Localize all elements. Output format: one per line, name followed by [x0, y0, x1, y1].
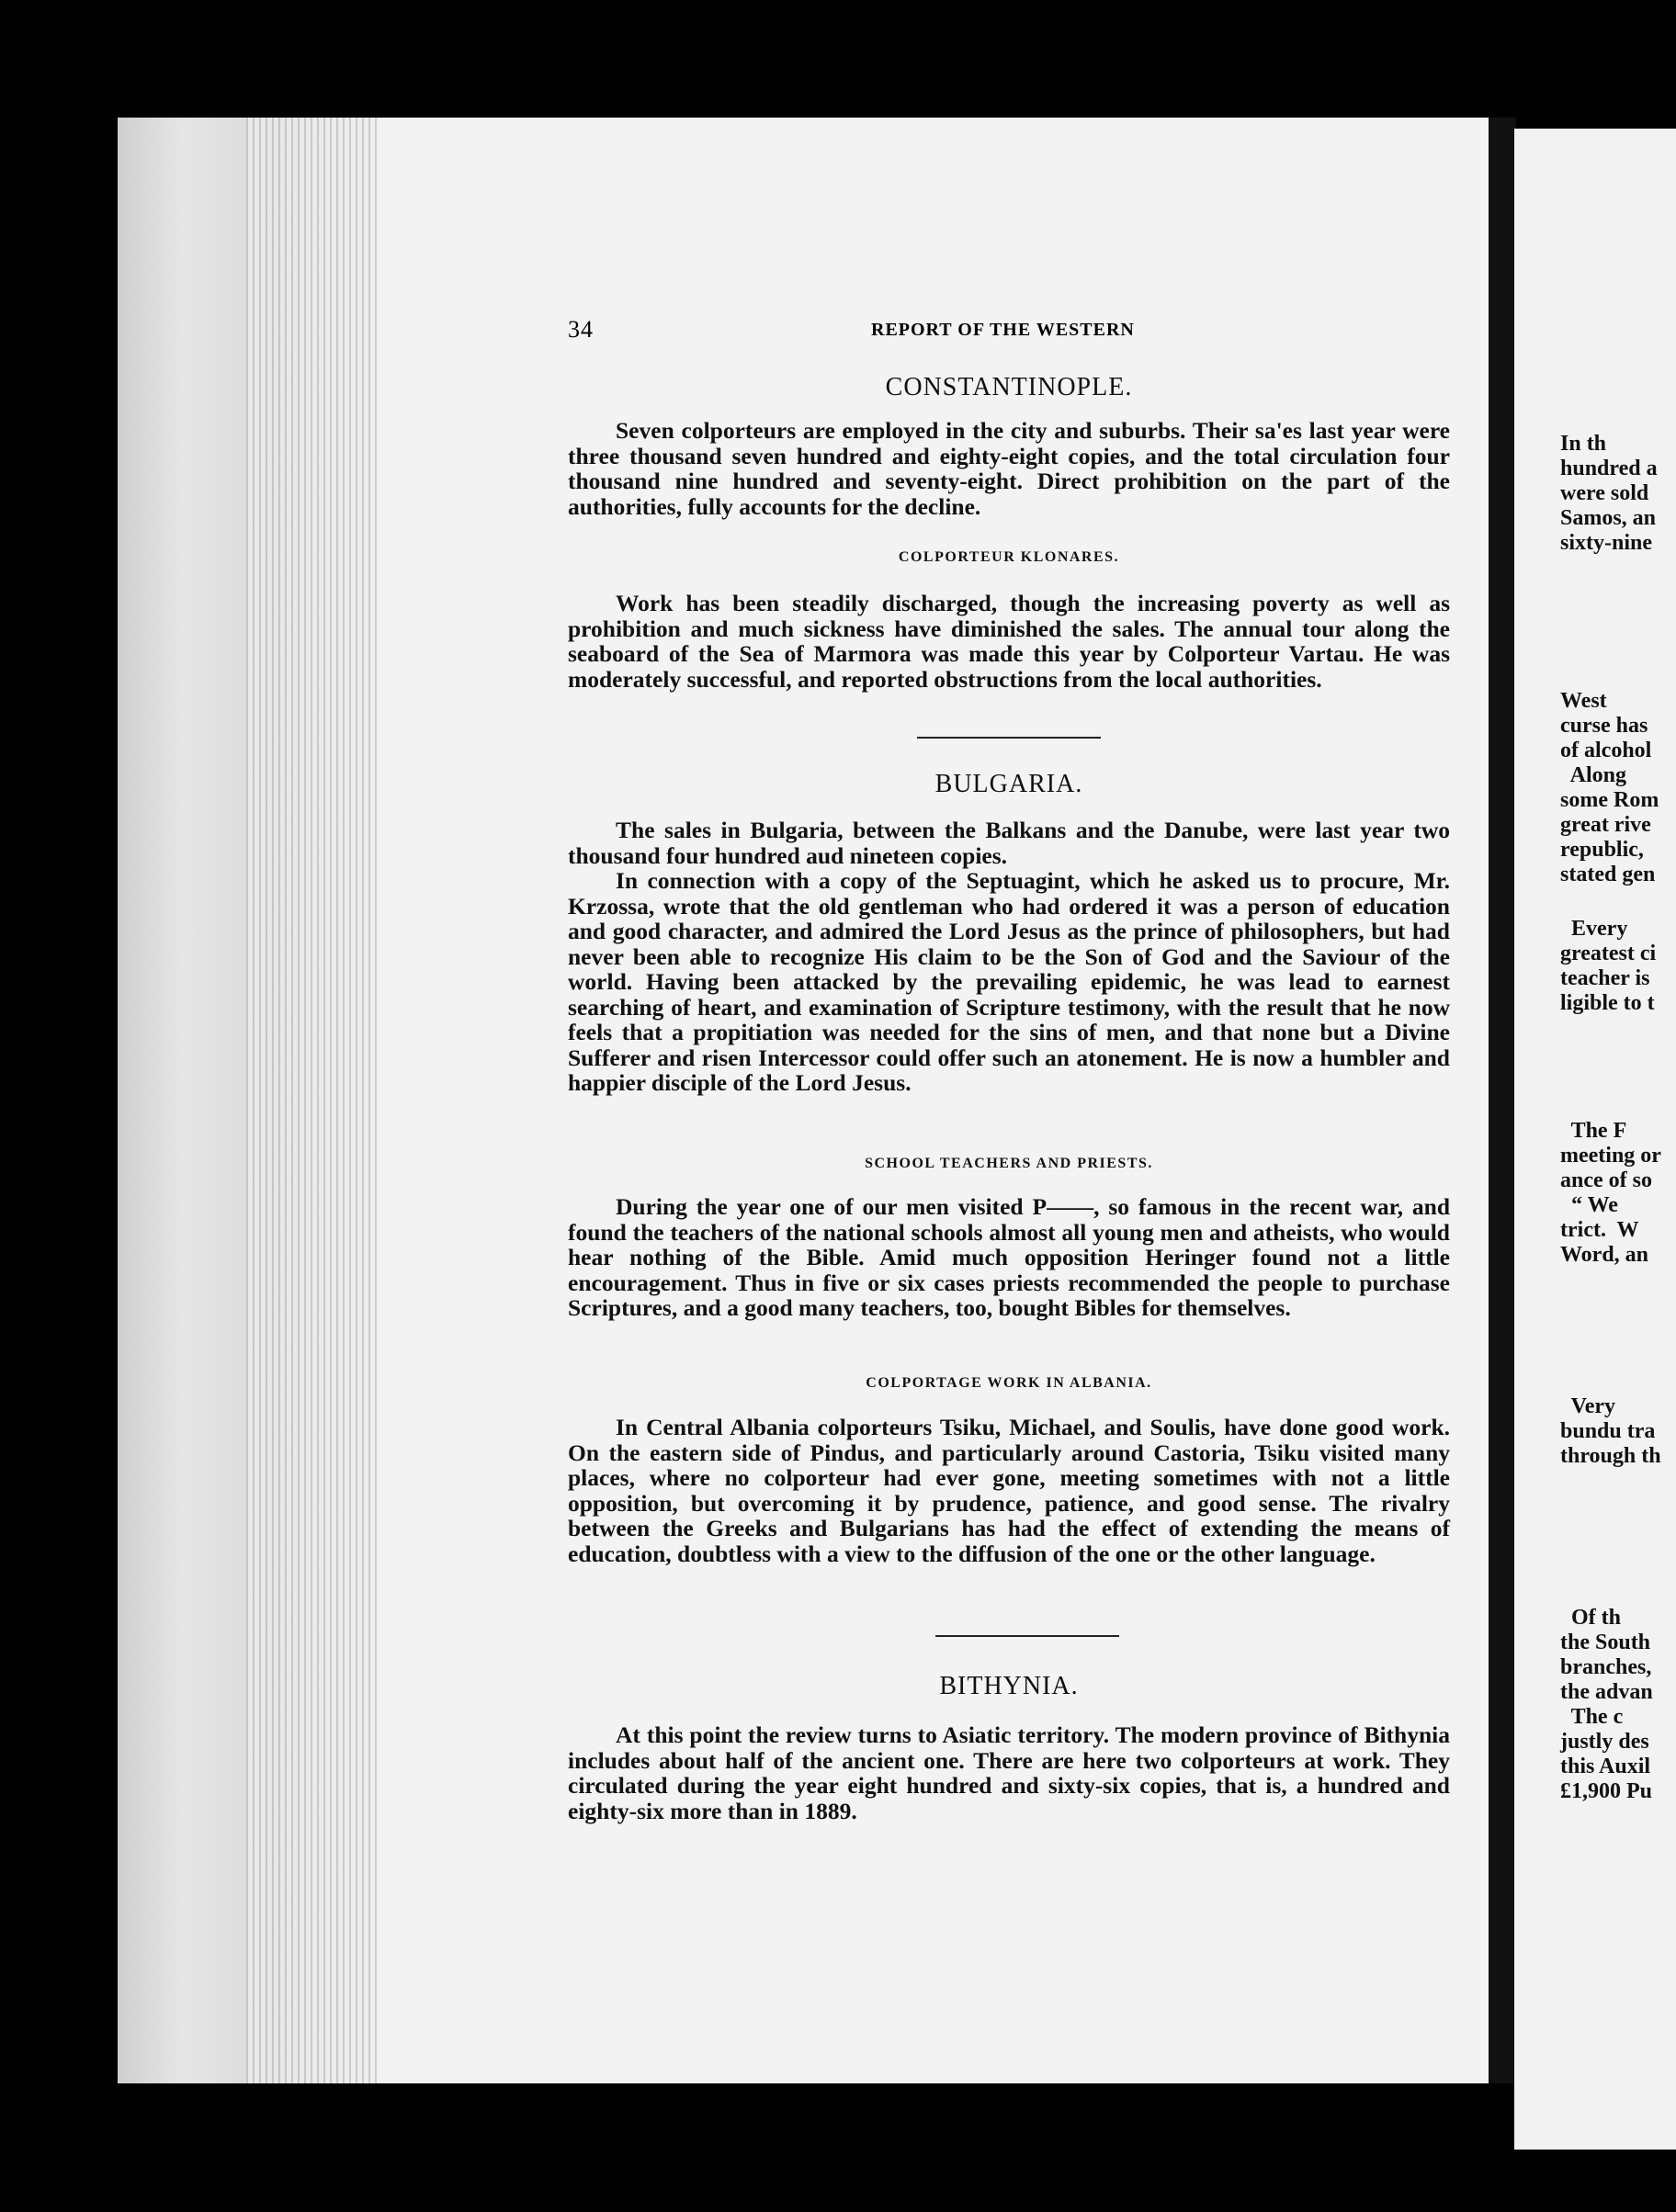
page-edge-lines — [246, 118, 384, 2083]
facing-page-fragment — [1514, 129, 1676, 2150]
paragraph: Seven colporteurs are employed in the city and suburbs. Their sa'es last year were three thousand seven hundred and eighty-eight copies, and the total circulation four thousand nine hundred and seventy-eight. Direct prohibition on the part of the authorities, fully accounts for the decline. — [568, 417, 1450, 520]
section-title-bithynia: BITHYNIA. — [939, 1672, 1079, 1700]
page-number: 34 — [568, 316, 594, 343]
paragraph: During the year one of our men visited P——, so famous in the recent war, and found the teachers of the national schools almost all young men and atheists, who would hear nothing of the Bible. Amid much opposition Heringer found not a little encouragement. Thus in five or six cases priests recommended the people to purchase Scriptures, and a good many teachers, too, bought Bibles for themselves. — [568, 1193, 1450, 1321]
page-stack-edges — [118, 118, 384, 2083]
fragment-6: Of th the South branches, the advan The c justly des this Auxil £1,900 Pu — [1560, 1606, 1653, 1803]
section-divider — [917, 737, 1101, 739]
fragment-5: Very bundu tra through th — [1560, 1394, 1661, 1468]
fragment-4: The F meeting or ance of so “ We trict. W Word, an — [1560, 1119, 1661, 1267]
paragraph: In Central Albania colporteurs Tsiku, Michael, and Soulis, have done good work. On the eastern side of Pindus, and particularly around Castoria, Tsiku visited many places, where no colporteur had ever gone, meeting sometimes with not a little opposition, but overcoming it by prudence, patience, and good sense. The rivalry between the Greeks and Bulgarians has had the effect of extending the means of education, doubtless with a view to the diffusion of the one or the other language. — [568, 1414, 1450, 1567]
section-divider — [935, 1635, 1119, 1637]
fragment-2: West curse has of alcohol Along some Rom great rive republic, stated gen — [1560, 689, 1659, 886]
section-title-bulgaria: BULGARIA. — [934, 770, 1083, 798]
section-title-constantinople: CONSTANTINOPLE. — [885, 373, 1133, 401]
page-gutter — [1489, 118, 1516, 2083]
running-title: REPORT OF THE WESTERN — [871, 320, 1135, 340]
subheading-albania: COLPORTAGE WORK IN ALBANIA. — [866, 1375, 1152, 1391]
fragment-1: In th hundred a were sold Samos, an sixty-nine — [1560, 432, 1658, 555]
paragraph: At this point the review turns to Asiatic territory. The modern province of Bithynia includes about half of the ancient one. There are here two colporteurs at work. They circulated during the year eight hundred and sixty-six copies, that is, a hundred and eighty-six more than in 1889. — [568, 1721, 1450, 1824]
paragraph: Work has been steadily discharged, though the increasing poverty as well as prohibition and much sickness have diminished the sales. The annual tour along the seaboard of the Sea of Marmora was made this year by Colporteur Vartau. He was moderately successful, and reported obstructions from the local authorities. — [568, 590, 1450, 693]
paragraph: In connection with a copy of the Septuagint, which he asked us to procure, Mr. Krzossa, wrote that the old gentleman who had ordered it was a person of education and good character, and admired the Lord Jesus as the prince of philosophers, but had never been able to recognize His claim to be the Son of God and the Saviour of the world. Having been attacked by the prevailing epidemic, he was lead to earnest searching of heart, and examination of Scripture testimony, with the result that he now feels that a propitiation was needed for the sins of men, and that none but a Divine Sufferer and risen Intercessor could offer such an atonement. He is now a humbler and happier disciple of the Lord Jesus. — [568, 867, 1450, 1096]
subheading-school-teachers: SCHOOL TEACHERS AND PRIESTS. — [865, 1156, 1153, 1171]
subheading-klonares: COLPORTEUR KLONARES. — [898, 549, 1120, 565]
fragment-3: Every greatest ci teacher is ligible to t — [1560, 917, 1657, 1015]
paragraph: The sales in Bulgaria, between the Balkans and the Danube, were last year two thousand four hundred aud nineteen copies. — [568, 817, 1450, 869]
